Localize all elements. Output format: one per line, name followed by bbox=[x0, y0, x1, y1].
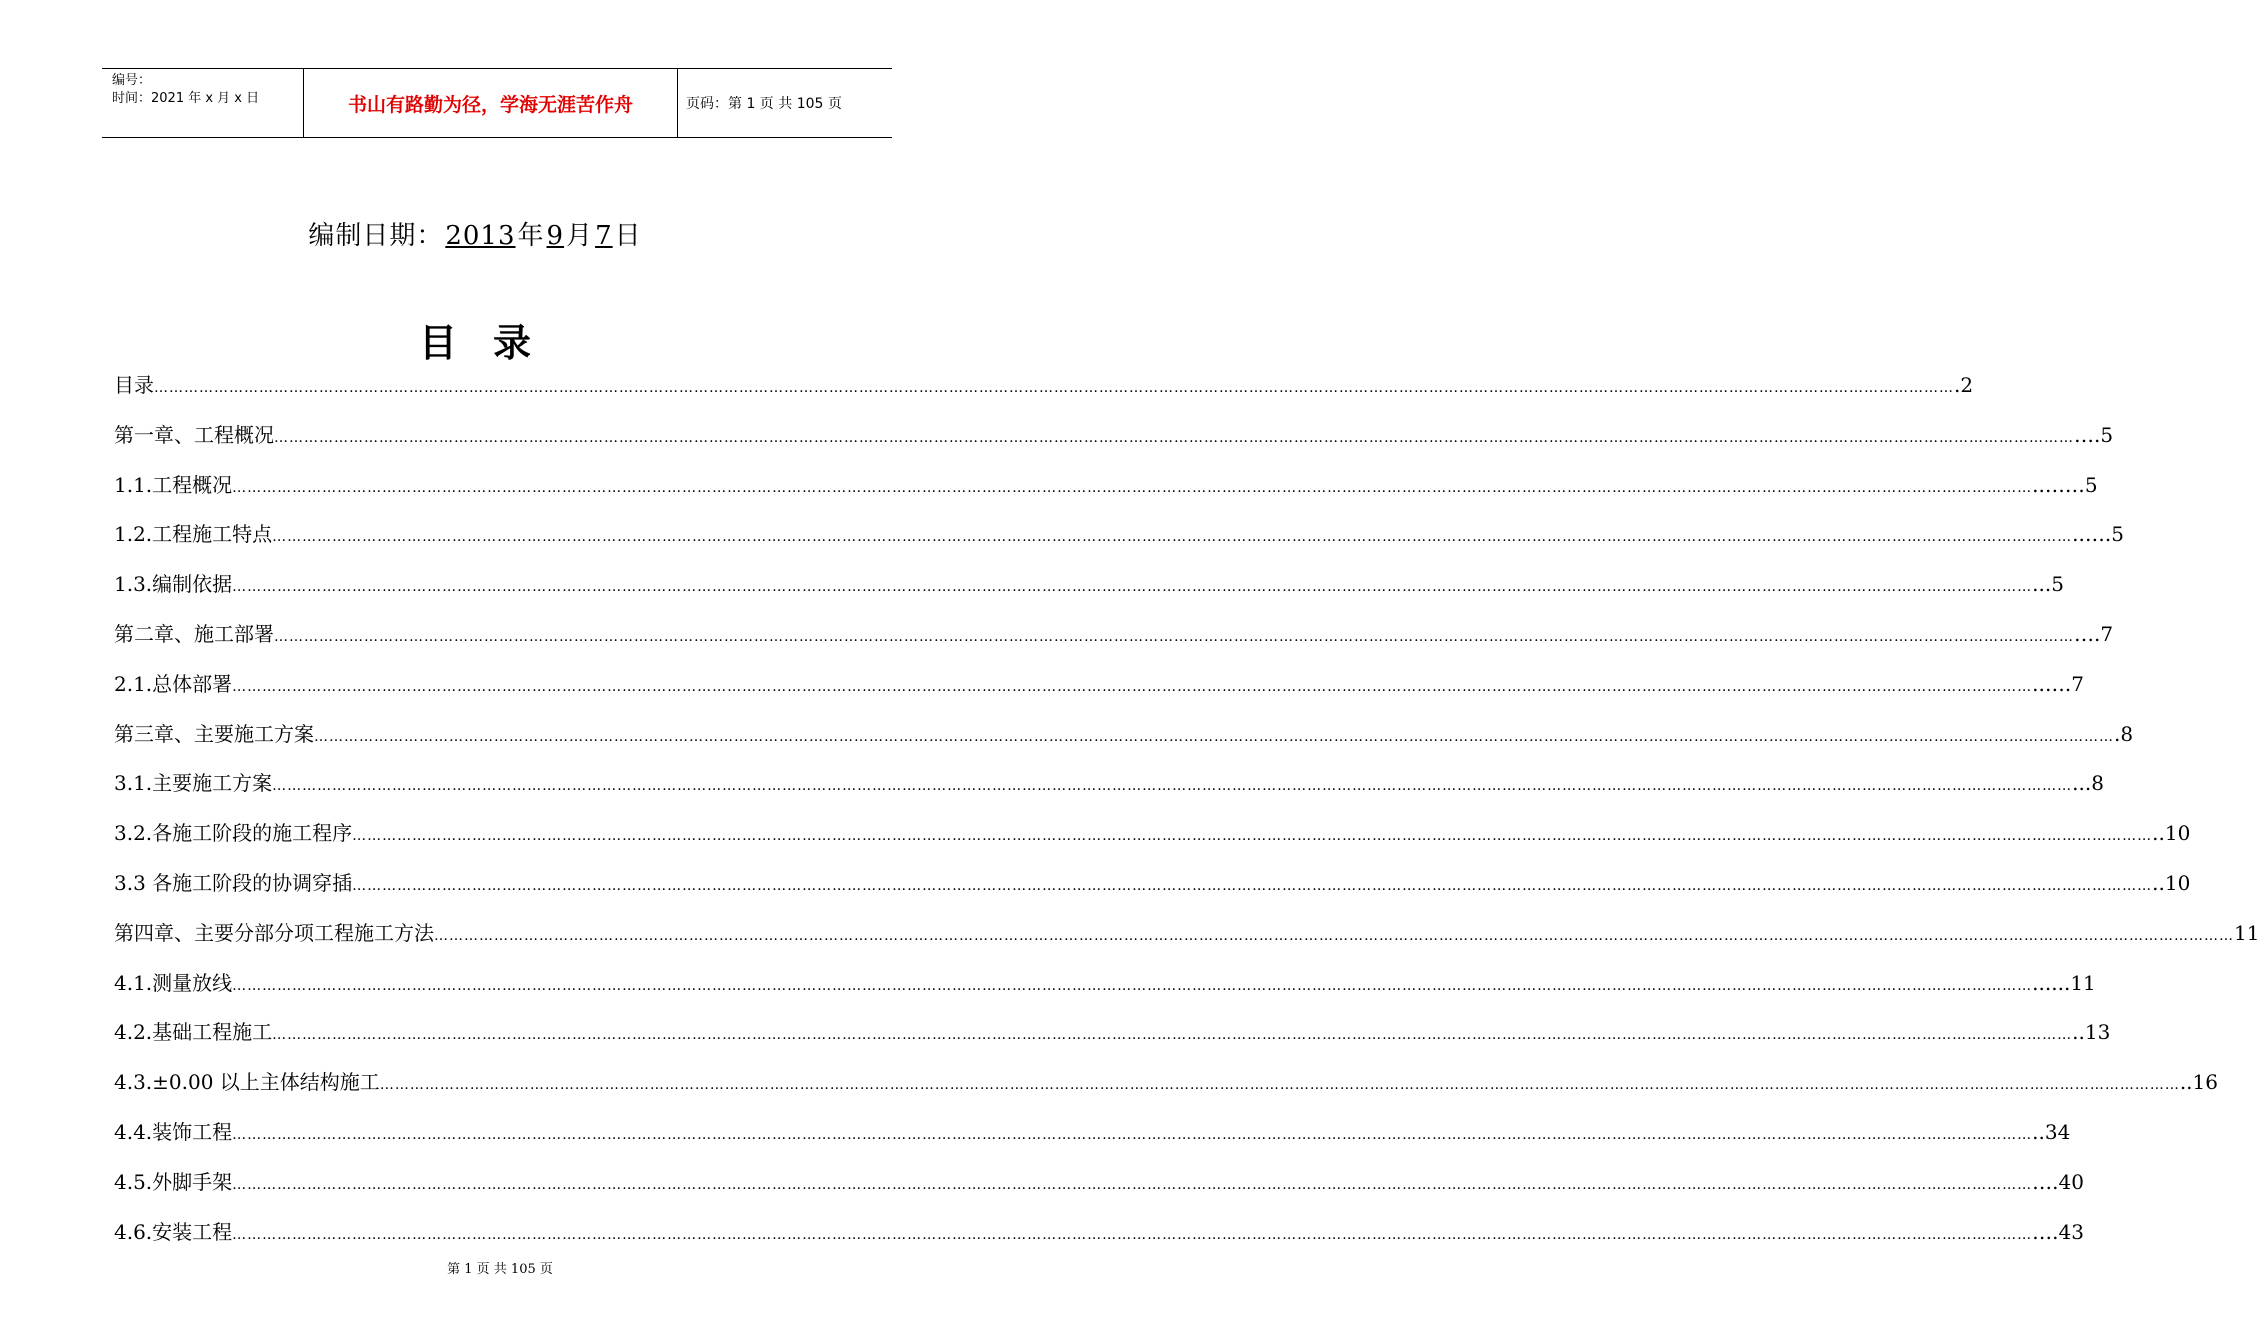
toc-entry[interactable] bbox=[114, 1065, 2218, 1115]
toc-entry-page: .8 bbox=[2114, 721, 2134, 746]
toc-leader-dots: ……………………………………………………………………………………………………………………………………………………………………………………………………………………………………………………………………………………………………………………………… bbox=[232, 479, 2033, 496]
toc-entry[interactable] bbox=[114, 1015, 2111, 1065]
toc-entry-label: 第三章、主要施工方案 bbox=[114, 721, 314, 746]
toc-entry-page: 11 bbox=[2234, 920, 2259, 945]
toc-entry[interactable] bbox=[114, 866, 2191, 916]
header-page-cell bbox=[678, 69, 892, 137]
toc-entry-page: ...8 bbox=[2072, 771, 2104, 796]
toc-entry-page: ..……5 bbox=[2032, 472, 2098, 497]
toc-leader-dots: ……………………………………………………………………………………………………………………………………………………………………………………………………………………………………………………………………………………………………………………………… bbox=[274, 429, 2074, 446]
toc-leader-dots: ……………………………………………………………………………………………………………………………………………………………………………………………………………………………………………………………………………………………………………………………… bbox=[232, 1176, 2033, 1193]
toc-entry-label: 2.1.总体部署 bbox=[114, 671, 233, 696]
toc-entry[interactable] bbox=[114, 766, 2104, 816]
toc-entry-label: 第四章、主要分部分项工程施工方法 bbox=[114, 920, 434, 945]
toc-leader-dots: ……………………………………………………………………………………………………………………………………………………………………………………………………………………………………………………………………………………………………………………………… bbox=[232, 678, 2033, 695]
toc-entry-label: 第一章、工程概况 bbox=[114, 422, 274, 447]
toc-entry[interactable] bbox=[114, 1115, 2071, 1165]
header-motto-cell bbox=[304, 69, 678, 137]
header-meta-cell bbox=[102, 69, 304, 137]
date-year-unit: 年 bbox=[517, 221, 545, 251]
toc-entry-page: ..….7 bbox=[2032, 671, 2084, 696]
toc-entry[interactable] bbox=[114, 368, 1974, 418]
toc-entry-page: ..13 bbox=[2072, 1020, 2111, 1045]
date-day-unit: 日 bbox=[614, 221, 642, 251]
toc-entry-label: 4.5.外脚手架 bbox=[114, 1169, 233, 1194]
toc-entry[interactable] bbox=[114, 1215, 2084, 1265]
date-month-unit: 月 bbox=[566, 221, 594, 251]
toc-entry-page: ….7 bbox=[2074, 621, 2114, 646]
toc-entry-label: 4.6.安装工程 bbox=[114, 1219, 233, 1244]
toc-entry-page: ...5 bbox=[2032, 572, 2064, 597]
toc-entry-page: ..10 bbox=[2152, 821, 2191, 846]
toc-entry[interactable] bbox=[114, 418, 2114, 468]
toc-entry-page: ….40 bbox=[2032, 1169, 2084, 1194]
toc-entry-label: 1.3.编制依据 bbox=[114, 572, 233, 597]
date-prefix: 编制日期： bbox=[308, 221, 444, 251]
toc-entry-page: ….5 bbox=[2074, 422, 2114, 447]
toc-leader-dots: ……………………………………………………………………………………………………………………………………………………………………………………………………………………………………………………………………………………………………………………………… bbox=[379, 1077, 2180, 1094]
toc-title: 目录 bbox=[418, 320, 567, 365]
toc-entry-label: 4.3.±0.00 以上主体结构施工 bbox=[114, 1070, 380, 1095]
time-label: 时间：2021 年 x 月 x 日 bbox=[112, 91, 260, 106]
toc-entry-label: 1.1.工程概况 bbox=[114, 472, 233, 497]
toc-leader-dots: ……………………………………………………………………………………………………………………………………………………………………………………………………………………………………………………………………………………………………………………………… bbox=[272, 529, 2073, 546]
toc-leader-dots: ……………………………………………………………………………………………………………………………………………………………………………………………………………………………………………………………………………………………………………………………… bbox=[232, 579, 2033, 596]
toc-entry-label: 3.3 各施工阶段的协调穿插 bbox=[114, 870, 353, 895]
toc-entry-page: .2 bbox=[1954, 373, 1974, 397]
toc-entry[interactable] bbox=[114, 468, 2098, 518]
toc-leader-dots: ……………………………………………………………………………………………………………………………………………………………………………………………………………………………………………………………………………………………………………………………… bbox=[232, 1126, 2033, 1143]
toc-leader-dots: ……………………………………………………………………………………………………………………………………………………………………………………………………………………………………………………………………………………………………………………………… bbox=[314, 728, 2114, 745]
toc-entry-label: 4.1.测量放线 bbox=[114, 970, 233, 995]
date-day: 7 bbox=[595, 221, 613, 251]
toc-entry-page: ..16 bbox=[2179, 1070, 2218, 1095]
toc-entry[interactable] bbox=[114, 816, 2191, 866]
toc-entry-label: 目录 bbox=[114, 373, 154, 397]
toc-leader-dots: ……………………………………………………………………………………………………………………………………………………………………………………………………………………………………………………………………………………………………………………………… bbox=[272, 778, 2073, 795]
toc-entry-label: 4.2.基础工程施工 bbox=[114, 1020, 273, 1045]
toc-leader-dots: ……………………………………………………………………………………………………………………………………………………………………………………………………………………………………………………………………………………………………………………………… bbox=[232, 1226, 2033, 1243]
motto-text: 书山有路勤为径，学海无涯苦作舟 bbox=[347, 93, 633, 116]
toc-entry[interactable] bbox=[114, 916, 2259, 966]
page-info: 页码：第 1 页 共 105 页 bbox=[686, 96, 842, 112]
toc-entry-label: 第二章、施工部署 bbox=[114, 621, 274, 646]
table-of-contents bbox=[114, 368, 2259, 1264]
toc-leader-dots: ……………………………………………………………………………………………………………………………………………………………………………………………………………………………………………………………………………………………………………………………… bbox=[352, 828, 2153, 845]
toc-entry[interactable] bbox=[114, 667, 2084, 717]
page-header bbox=[102, 68, 892, 138]
toc-leader-dots: ……………………………………………………………………………………………………………………………………………………………………………………………………………………………………………………………………………………………………………………………… bbox=[274, 628, 2074, 645]
compile-date bbox=[0, 215, 950, 252]
toc-leader-dots: ……………………………………………………………………………………………………………………………………………………………………………………………………………………………………………………………………………………………………………………………… bbox=[352, 877, 2153, 894]
date-month: 9 bbox=[546, 221, 565, 251]
toc-leader-dots: ……………………………………………………………………………………………………………………………………………………………………………………………………………………………………………………………………………………………………………………………… bbox=[434, 927, 2234, 944]
number-label: 编号： bbox=[112, 73, 152, 88]
toc-entry[interactable] bbox=[114, 717, 2134, 767]
date-year: 2013 bbox=[445, 221, 516, 251]
toc-leader-dots: ……………………………………………………………………………………………………………………………………………………………………………………………………………………………………………………………………………………………………………………………… bbox=[232, 977, 2033, 994]
toc-entry-label: 4.4.装饰工程 bbox=[114, 1119, 233, 1144]
toc-entry-page: ..34 bbox=[2032, 1119, 2071, 1144]
toc-entry[interactable] bbox=[114, 617, 2114, 667]
toc-entry-page: ......11 bbox=[2032, 970, 2096, 995]
page-footer: 第 1 页 共 105 页 bbox=[447, 1262, 553, 1277]
toc-entry-label: 3.2.各施工阶段的施工程序 bbox=[114, 821, 353, 846]
toc-entry-page: ..10 bbox=[2152, 870, 2191, 895]
toc-leader-dots: ……………………………………………………………………………………………………………………………………………………………………………………………………………………………………………………………………………………………………………………………… bbox=[272, 1027, 2073, 1044]
toc-entry[interactable] bbox=[114, 517, 2124, 567]
toc-entry-page: ..….5 bbox=[2072, 522, 2124, 547]
toc-entry-label: 3.1.主要施工方案 bbox=[114, 771, 273, 796]
toc-entry[interactable] bbox=[114, 966, 2096, 1016]
toc-leader-dots: ……………………………………………………………………………………………………………………………………………………………………………………………………………………………………………………………………………………………………………………………… bbox=[154, 380, 1954, 396]
toc-entry[interactable] bbox=[114, 1165, 2084, 1215]
toc-entry[interactable] bbox=[114, 567, 2064, 617]
toc-entry-page: ….43 bbox=[2032, 1219, 2084, 1244]
toc-entry-label: 1.2.工程施工特点 bbox=[114, 522, 273, 547]
